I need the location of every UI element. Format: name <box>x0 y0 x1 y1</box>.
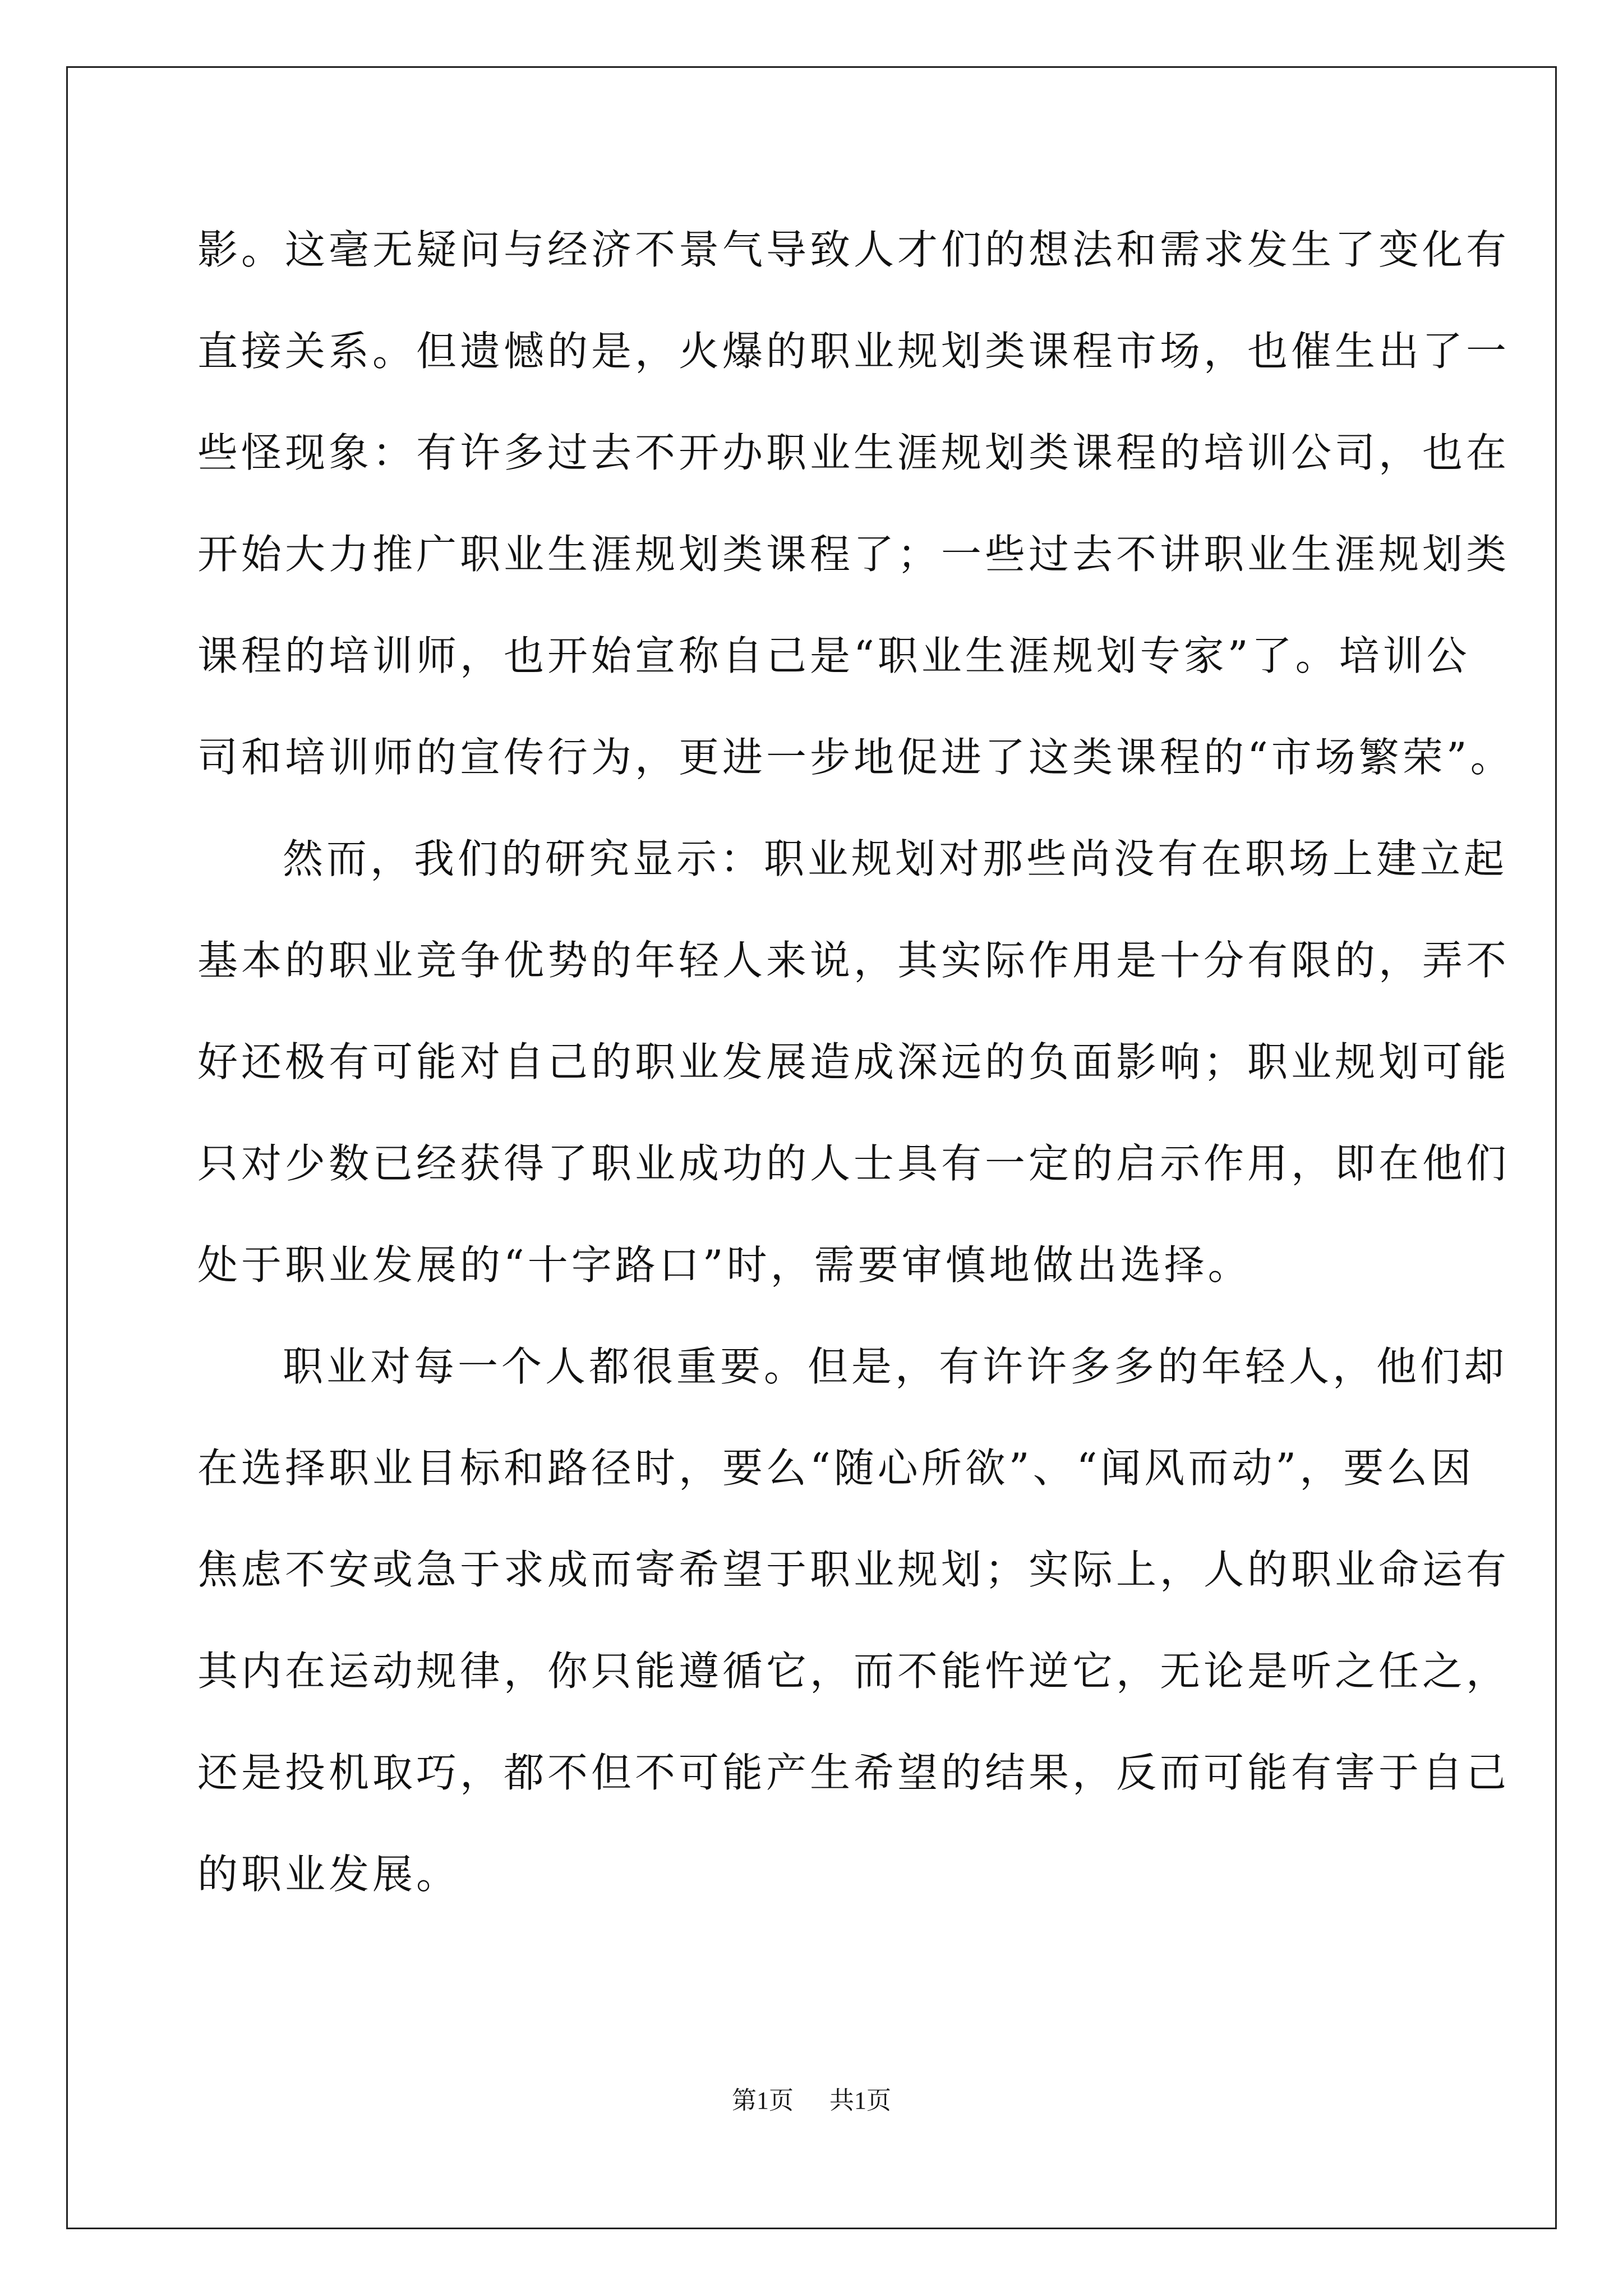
document-body <box>197 219 1514 1945</box>
text-line: 些怪现象：有许多过去不开办职业生涯规划类课程的培训公司，也在 <box>197 429 1510 476</box>
text-line: 直接关系。但遗憾的是，火爆的职业规划类课程市场，也催生出了一 <box>197 328 1510 375</box>
text-line: 在选择职业目标和路径时，要么“随心所欲”、“闻风而动”，要么因 <box>197 1444 1475 1492</box>
text-line: 司和培训师的宣传行为，更进一步地促进了这类课程的“市场繁荣”。 <box>197 734 1514 781</box>
text-line: 开始大力推广职业生涯规划类课程了；一些过去不讲职业生涯规划类 <box>197 531 1510 578</box>
page-footer <box>0 2080 1623 2116</box>
text-line: 基本的职业竞争优势的年轻人来说，其实际作用是十分有限的，弄不 <box>197 937 1510 984</box>
paragraph-first-line: 职业对每一个人都很重要。但是，有许许多多的年轻人，他们却 <box>283 1343 1508 1390</box>
text-line: 其内在运动规律，你只能遵循它，而不能忤逆它，无论是听之任之， <box>197 1648 1510 1695</box>
text-line: 的职业发展。 <box>197 1851 460 1898</box>
page-total: 共1页 <box>829 2087 891 2114</box>
text-line: 只对少数已经获得了职业成功的人士具有一定的启示作用，即在他们 <box>197 1140 1510 1187</box>
paragraph-first-line: 然而，我们的研究显示：职业规划对那些尚没有在职场上建立起 <box>283 835 1508 882</box>
text-line: 还是投机取巧，都不但不可能产生希望的结果，反而可能有害于自己 <box>197 1749 1510 1796</box>
text-line: 影。这毫无疑问与经济不景气导致人才们的想法和需求发生了变化有 <box>197 226 1510 273</box>
text-line: 好还极有可能对自己的职业发展造成深远的负面影响；职业规划可能 <box>197 1038 1510 1085</box>
text-line: 课程的培训师，也开始宣称自己是“职业生涯规划专家”了。培训公 <box>197 632 1470 679</box>
page-number: 第1页 <box>732 2087 794 2114</box>
text-line: 处于职业发展的“十字路口”时，需要审慎地做出选择。 <box>197 1241 1252 1289</box>
text-line: 焦虑不安或急于求成而寄希望于职业规划；实际上，人的职业命运有 <box>197 1546 1510 1593</box>
